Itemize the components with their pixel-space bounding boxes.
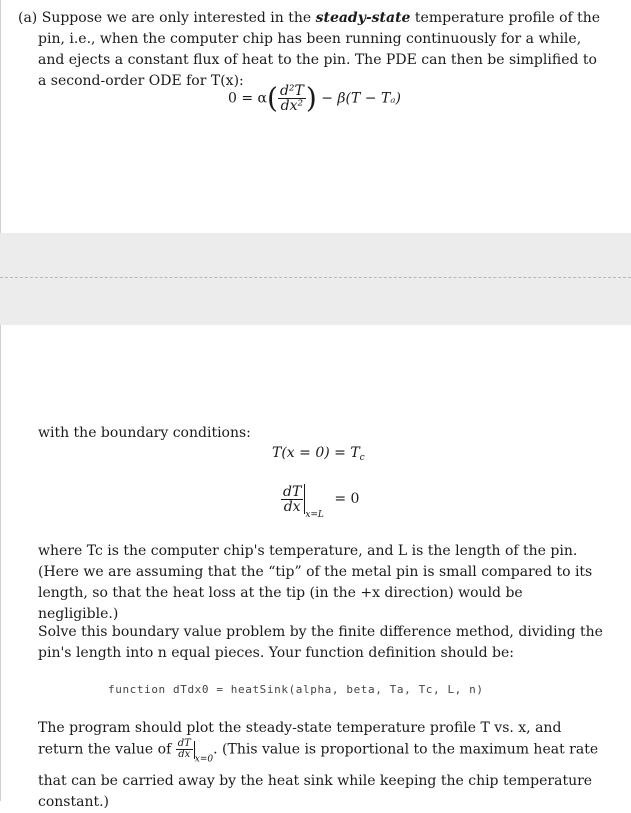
final-pre: The program should plot the steady-state temperature profile T vs. x, and return the value of [38,720,562,758]
final-frac-num: dT [177,738,191,749]
intro-emphasis: steady-state [315,10,411,26]
dashed-divider [0,277,631,278]
intro-paragraph [18,8,608,92]
part-label: (a) [18,10,38,26]
final-frac-den: dx [178,749,191,760]
where-paragraph: where Tc is the computer chip's temperature, and L is the length of the pin. (Here we are assuming that the “tip” of the metal pin is small compared to its length, so that the heat loss at the tip (in the +x direction) would be negligible.) [38,543,593,622]
ode-lhs: 0 = α [228,90,267,107]
bc-eq2 [281,484,359,520]
intro-text-post: temperature profile of the pin, i.e., when the computer chip has been running continuously for a while, and ejects a constant flux of heat to the pin. The PDE can then be simplified to a second-order ODE for T(x): [38,10,601,89]
answer-band [0,233,631,325]
bc-eq2-rhs: = 0 [334,491,360,507]
ode-den: dx² [280,98,304,114]
intro-text-pre: Suppose we are only interested in the [41,10,316,26]
ode-num: d²T [279,83,304,99]
ode-rhs: − β(T − Tₐ) [321,90,402,107]
bc-eq2-num: dT [283,483,302,500]
bc-eq1 [272,445,365,463]
final-post: . (This value is proportional to the maximum heat rate that can be carried away by the heat sink while keeping the chip temperature constant.) [38,741,599,810]
final-paragraph [38,718,604,813]
bc-eq1-sub: c [359,453,365,463]
final-frac-sub: x=0 [194,754,214,765]
solve-paragraph: Solve this boundary value problem by the finite difference method, dividing the pin's length into n equal pieces. Your function definition should be: [38,624,603,661]
bc-intro: with the boundary conditions: [38,425,251,441]
bc-eq2-den: dx [283,498,301,515]
bc-eq2-sub: x=L [305,510,324,520]
ode-equation: 0 = α( $\frac{\text{d²T}}{\text{dx²}}$ ) − β(T − Tₐ) [228,81,402,115]
function-signature: function dTdx0 = heatSink(alpha, beta, Ta, Tc, L, n) [108,683,484,696]
bc-eq1-text: T(x = 0) = T [272,445,360,461]
